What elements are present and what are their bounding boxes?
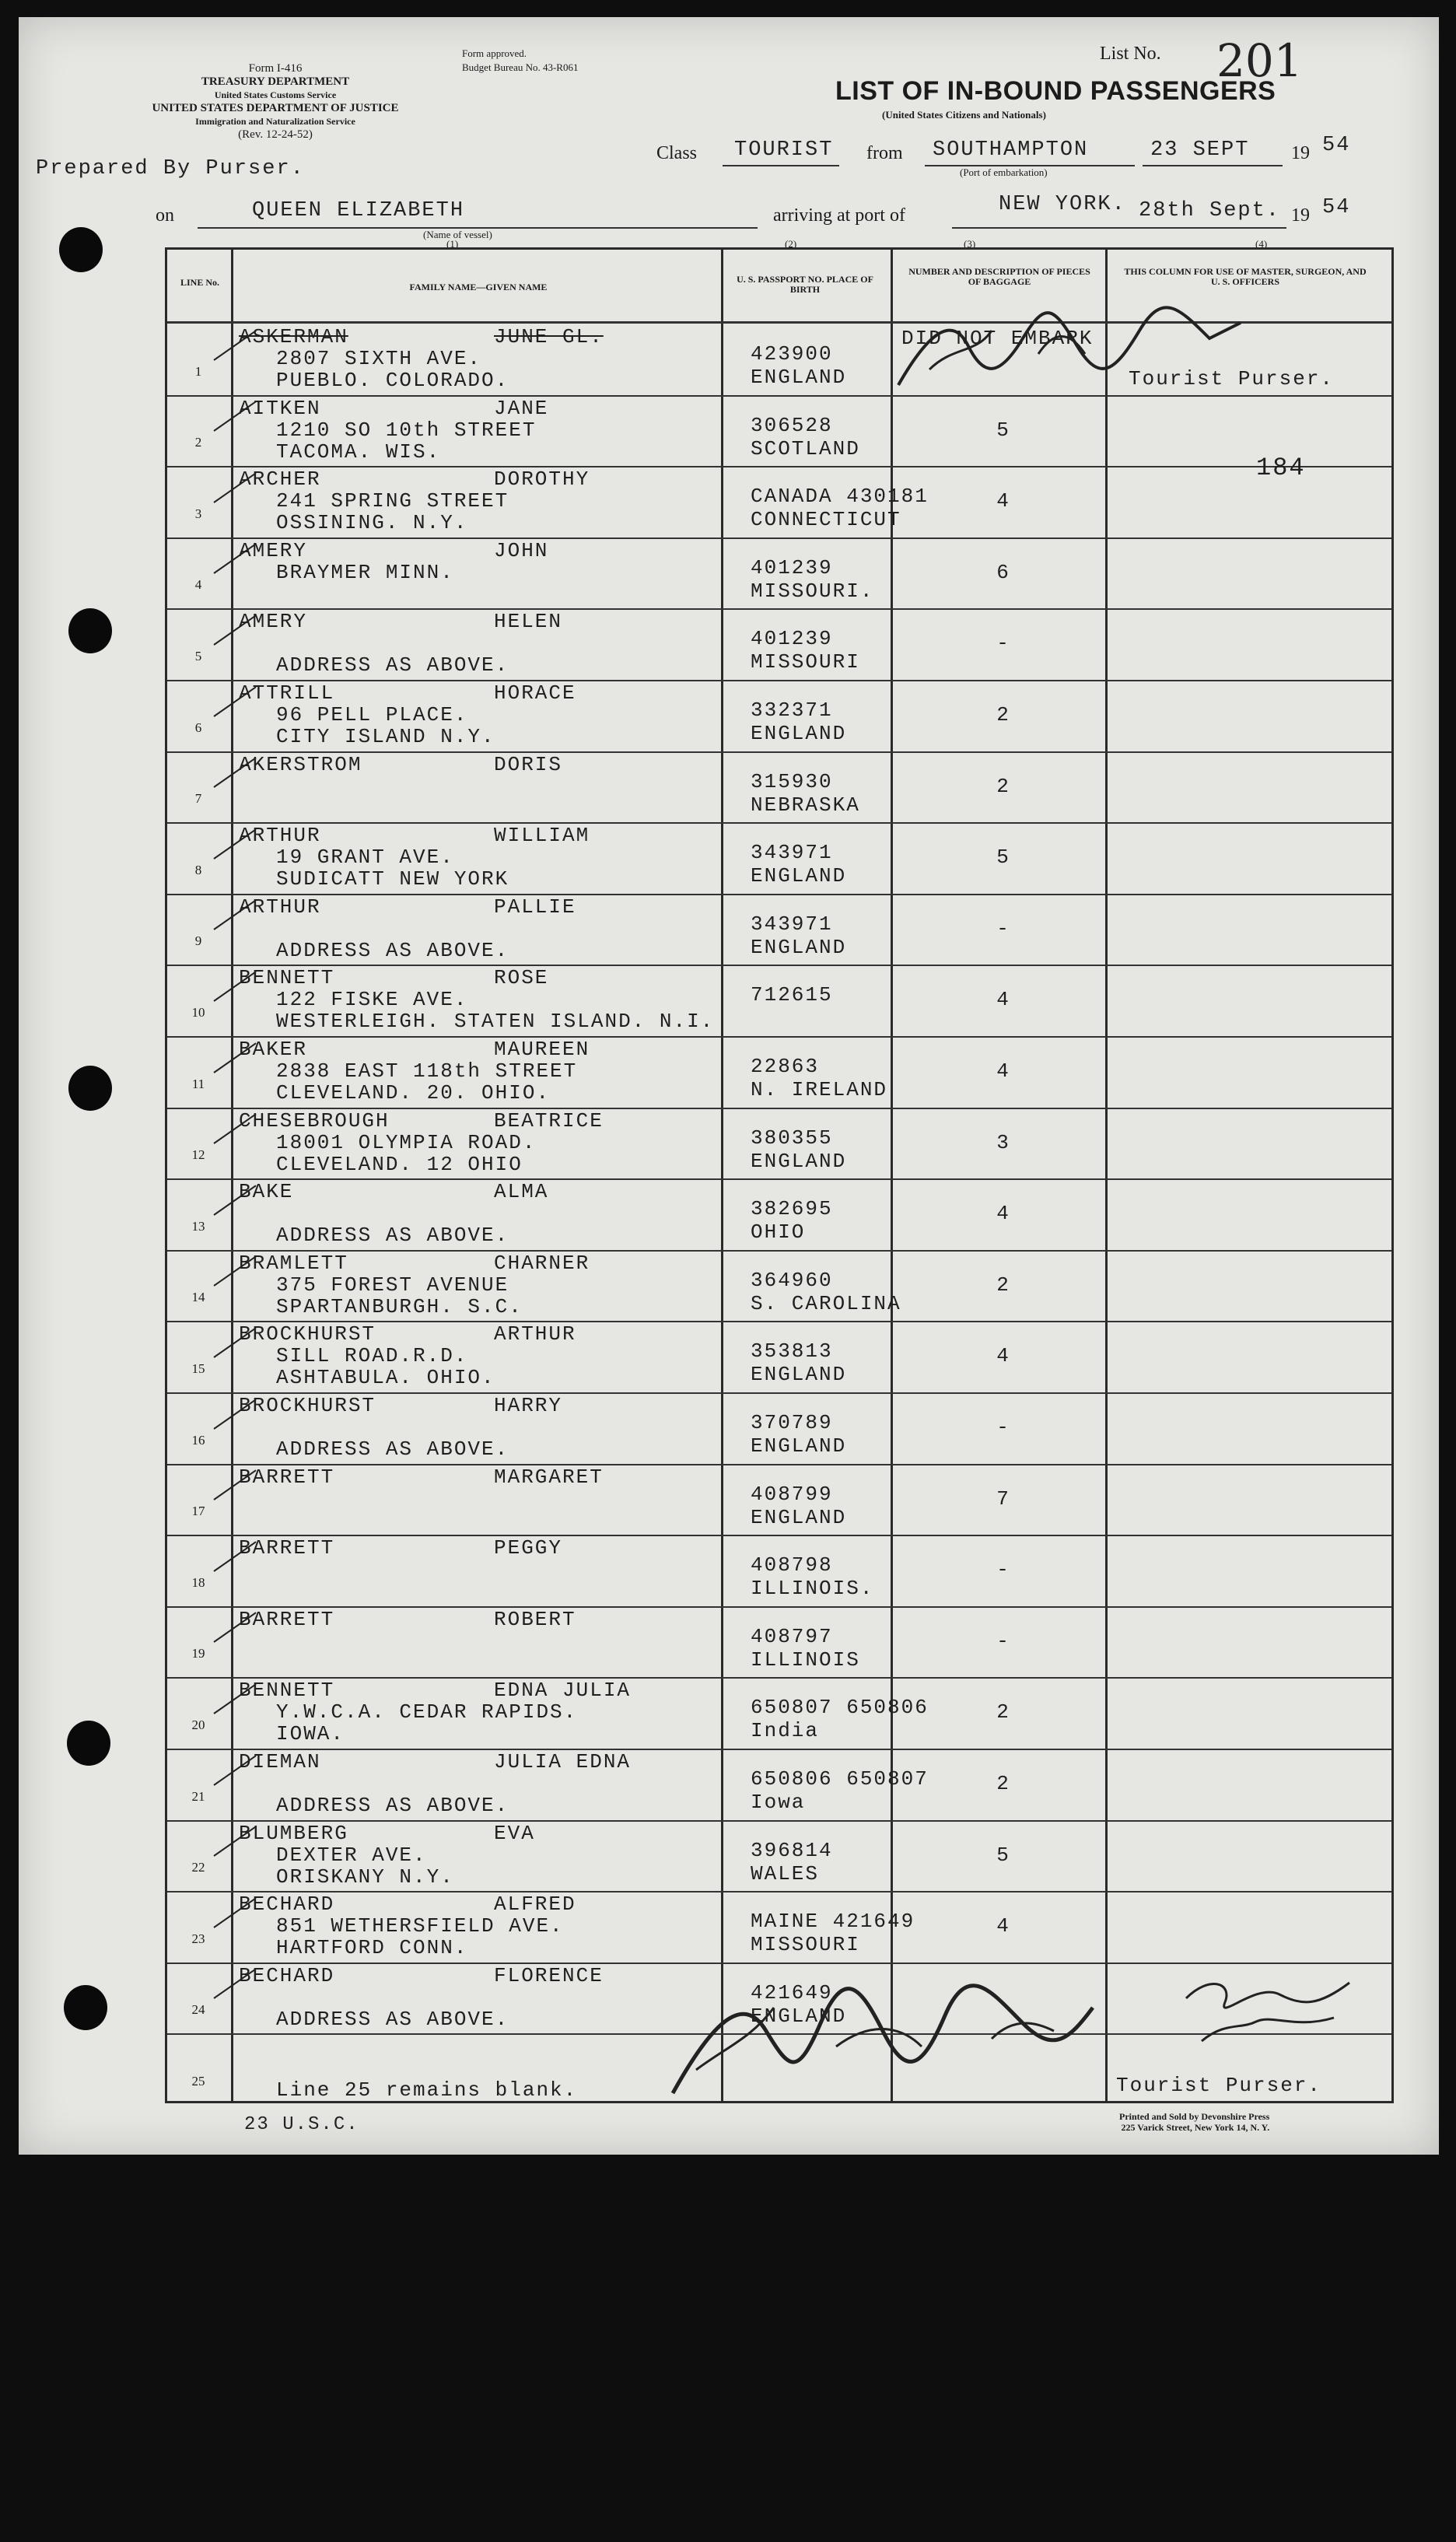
address-line-1: 851 WETHERSFIELD AVE. — [276, 1914, 564, 1938]
address-line-2: CLEVELAND. 12 OHIO — [276, 1152, 523, 1176]
passport-number: 22863 — [751, 1055, 820, 1078]
year-to-prefix: 19 — [1291, 205, 1310, 226]
family-name: ATTRILL — [239, 681, 335, 705]
ins-line: Immigration and Naturalization Service — [195, 116, 355, 127]
usc-footer: 23 U.S.C. — [244, 2114, 359, 2135]
line-number: 7 — [194, 791, 202, 807]
line-number: 16 — [191, 1432, 205, 1448]
line-number: 24 — [191, 2002, 205, 2018]
table-row — [167, 680, 1391, 751]
family-name: ARCHER — [239, 467, 321, 492]
purser-signature-bottom — [665, 1977, 1101, 2101]
place-of-birth: MISSOURI — [751, 1933, 860, 1957]
manifest-subtitle: (United States Citizens and Nationals) — [882, 109, 1046, 121]
family-name: BAKE — [239, 1180, 294, 1204]
col-officers: THIS COLUMN FOR USE OF MASTER, SURGEON, AND U. S. OFFICERS — [1124, 266, 1367, 287]
table-row — [167, 1606, 1391, 1678]
family-name: BROCKHURST — [239, 1322, 376, 1346]
passport-number: 421649 — [751, 1980, 833, 2005]
arrival-date: 28th Sept. — [1139, 199, 1281, 222]
baggage-count: 2 — [996, 1273, 1010, 1297]
vessel-name: QUEEN ELIZABETH — [252, 199, 465, 222]
table-row — [167, 894, 1391, 965]
address-line-2: ADDRESS AS ABOVE. — [276, 1794, 509, 1817]
table-row — [167, 608, 1391, 680]
col-name: FAMILY NAME—GIVEN NAME — [409, 282, 548, 292]
given-name: FLORENCE — [494, 1963, 604, 1987]
given-name: HORACE — [494, 681, 576, 705]
on-label: on — [156, 205, 174, 226]
passport-number: MAINE 421649 — [751, 1910, 915, 1934]
baggage-count: 3 — [996, 1130, 1010, 1154]
place-of-birth: ENGLAND — [751, 366, 847, 389]
place-of-birth: ENGLAND — [751, 1363, 847, 1387]
given-name: PEGGY — [494, 1536, 563, 1560]
baggage-count: 5 — [996, 846, 1010, 870]
purser-signature-top — [883, 299, 1248, 393]
address-line-2: ASHTABULA. OHIO. — [276, 1366, 495, 1390]
passport-number: 315930 — [751, 769, 833, 793]
year-from-prefix: 19 — [1291, 143, 1310, 163]
passport-number: 343971 — [751, 841, 833, 865]
place-of-birth: India — [751, 1719, 820, 1743]
given-name: JOHN — [494, 538, 549, 562]
given-name: BEATRICE — [494, 1108, 604, 1133]
baggage-count: 4 — [996, 1344, 1010, 1368]
place-of-birth: ENGLAND — [751, 1149, 847, 1173]
family-name: DIEMAN — [239, 1750, 321, 1773]
class-label: Class — [656, 143, 698, 163]
table-row — [167, 1321, 1391, 1392]
table-row — [167, 822, 1391, 894]
table-row — [167, 1749, 1391, 1820]
binder-hole — [67, 1721, 110, 1766]
line-number: 12 — [191, 1147, 205, 1163]
line-number: 10 — [191, 1004, 205, 1020]
baggage-count: 2 — [996, 1700, 1010, 1724]
address-line-1: BRAYMER MINN. — [276, 560, 454, 584]
family-name: AMERY — [239, 538, 308, 562]
table-row — [167, 537, 1391, 609]
passport-number: 332371 — [751, 699, 833, 722]
address-line-1: 19 GRANT AVE. — [276, 846, 454, 870]
address-line-2: ADDRESS AS ABOVE. — [276, 1224, 509, 1248]
given-name: DOROTHY — [494, 467, 590, 492]
place-of-birth: ENGLAND — [751, 935, 847, 959]
address-line-1: SILL ROAD.R.D. — [276, 1344, 468, 1368]
table-row — [167, 965, 1391, 1036]
family-name: BARRETT — [239, 1465, 335, 1489]
officer-initials — [1178, 1967, 1357, 2053]
manifest-title: LIST OF IN-BOUND PASSENGERS — [835, 76, 1276, 106]
place-of-birth: CONNECTICUT — [751, 508, 901, 532]
address-line-2: CLEVELAND. 20. OHIO. — [276, 1081, 551, 1105]
place-of-birth: MISSOURI. — [751, 579, 874, 603]
binder-hole — [68, 1066, 112, 1111]
line-number: 3 — [194, 506, 202, 521]
family-name: CHESEBROUGH — [239, 1108, 390, 1133]
treasury-dept: TREASURY DEPARTMENT — [201, 75, 350, 88]
line-number: 9 — [194, 933, 202, 949]
passport-number: 408797 — [751, 1624, 833, 1648]
given-name: PALLIE — [494, 895, 576, 919]
family-name: BARRETT — [239, 1536, 335, 1560]
given-name: MAUREEN — [494, 1038, 590, 1061]
line-number: 22 — [191, 1860, 205, 1875]
family-name: BAKER — [239, 1038, 308, 1061]
passport-number: CANADA 430181 — [751, 485, 929, 509]
family-name: BENNETT — [239, 1679, 335, 1703]
given-name: ALFRED — [494, 1892, 576, 1917]
form-approval — [462, 47, 578, 75]
place-of-birth: ILLINOIS — [751, 1647, 860, 1672]
address-line-1: 122 FISKE AVE. — [276, 988, 468, 1012]
passport-number: 401239 — [751, 555, 833, 579]
given-name: HELEN — [494, 610, 563, 634]
place-of-birth: S. CAROLINA — [751, 1291, 901, 1315]
given-name: ARTHUR — [494, 1322, 576, 1346]
given-name: JULIA EDNA — [494, 1750, 632, 1773]
class-value: TOURIST — [734, 138, 834, 162]
place-of-birth: N. IRELAND — [751, 1078, 888, 1101]
given-name: HARRY — [494, 1394, 563, 1417]
table-row — [167, 1820, 1391, 1892]
form-number: Form I-416 — [248, 62, 303, 75]
table-row — [167, 1178, 1391, 1250]
address-line-2: ORISKANY N.Y. — [276, 1864, 454, 1889]
from-port: SOUTHAMPTON — [933, 138, 1089, 162]
justice-dept: UNITED STATES DEPARTMENT OF JUSTICE — [152, 102, 399, 114]
address-line-1: Y.W.C.A. CEDAR RAPIDS. — [276, 1700, 578, 1724]
vessel-note: (Name of vessel) — [423, 229, 492, 240]
passport-number: 382695 — [751, 1197, 833, 1221]
printer-line-2: 225 Varick Street, New York 14, N. Y. — [1121, 2122, 1270, 2133]
family-name: AMERY — [239, 610, 308, 634]
passport-number: 353813 — [751, 1339, 833, 1364]
line-number: 15 — [191, 1360, 205, 1376]
binder-hole — [64, 1985, 107, 2030]
given-name: ROSE — [494, 966, 549, 990]
place-of-birth: OHIO — [751, 1220, 806, 1245]
revision: (Rev. 12-24-52) — [238, 128, 313, 141]
address-line-1: 2807 SIXTH AVE. — [276, 347, 482, 370]
address-line-2: OSSINING. N.Y. — [276, 511, 468, 535]
address-line-1: 241 SPRING STREET — [276, 489, 509, 513]
form-identification — [135, 62, 415, 142]
budget-bureau: Budget Bureau No. 43-R061 — [462, 61, 579, 73]
family-name: AKERSTROM — [239, 752, 362, 776]
line-number: 2 — [194, 435, 202, 450]
line-number: 14 — [191, 1290, 205, 1305]
baggage-count: 4 — [996, 489, 1010, 513]
baggage-count: 2 — [996, 774, 1010, 798]
line-number: 23 — [191, 1931, 205, 1946]
col-line-no: LINE No. — [180, 277, 219, 288]
place-of-birth: SCOTLAND — [751, 436, 860, 460]
officer-note: Tourist Purser. — [1116, 2074, 1322, 2098]
place-of-birth: NEBRASKA — [751, 793, 860, 817]
table-row — [167, 1036, 1391, 1108]
manifest-page — [19, 17, 1439, 2155]
place-of-birth: ENGLAND — [751, 1434, 847, 1458]
baggage-count: - — [996, 1416, 1010, 1439]
baggage-count: 4 — [996, 1059, 1010, 1083]
passport-number: 396814 — [751, 1838, 833, 1862]
address-line-1: 375 FOREST AVENUE — [276, 1273, 509, 1297]
place-of-birth: ILLINOIS. — [751, 1577, 874, 1601]
family-name: BRAMLETT — [239, 1251, 348, 1275]
year-to: 54 — [1322, 196, 1351, 219]
line-number: 5 — [194, 648, 202, 664]
place-of-birth: WALES — [751, 1861, 820, 1885]
passport-number: 423900 — [751, 342, 833, 366]
given-name: WILLIAM — [494, 824, 590, 848]
address-line-2: CITY ISLAND N.Y. — [276, 725, 495, 748]
baggage-count: - — [996, 632, 1010, 656]
given-name: JUNE GL. — [494, 325, 604, 348]
table-row — [167, 1392, 1391, 1464]
given-name: MARGARET — [494, 1465, 604, 1489]
from-date: 23 SEPT — [1150, 138, 1250, 162]
given-name: EDNA JULIA — [494, 1679, 632, 1703]
family-name: ARTHUR — [239, 824, 321, 848]
list-no-label: List No. — [1100, 44, 1161, 64]
line-number: 20 — [191, 1717, 205, 1732]
family-name: ARTHUR — [239, 895, 321, 919]
passport-number: 712615 — [751, 983, 833, 1007]
address-line-2: HARTFORD CONN. — [276, 1936, 468, 1960]
family-name: BARRETT — [239, 1607, 335, 1631]
passport-number: 401239 — [751, 627, 833, 651]
place-of-birth: ENGLAND — [751, 864, 847, 888]
family-name: BECHARD — [239, 1892, 335, 1917]
form-approved: Form approved. — [462, 47, 527, 59]
passenger-table — [165, 247, 1394, 2103]
line-number: 21 — [191, 1788, 205, 1804]
from-label: from — [866, 143, 903, 163]
prepared-by: Prepared By Purser. — [36, 157, 305, 180]
given-name: JANE — [494, 396, 549, 420]
place-of-birth: ENGLAND — [751, 1505, 847, 1529]
column-2-marker: (2) — [785, 238, 797, 250]
address-line-2: ADDRESS AS ABOVE. — [276, 2007, 509, 2031]
address-line-2: WESTERLEIGH. STATEN ISLAND. N.I. — [276, 1010, 715, 1034]
baggage-count: 2 — [996, 1772, 1010, 1795]
given-name: EVA — [494, 1821, 535, 1845]
line-number: 18 — [191, 1574, 205, 1590]
address-line-1: 1210 SO 10th STREET — [276, 418, 537, 442]
binder-hole — [68, 608, 112, 653]
baggage-count: 4 — [996, 988, 1010, 1012]
passport-number: 408799 — [751, 1482, 833, 1506]
family-name: BROCKHURST — [239, 1394, 376, 1417]
table-row — [167, 453, 1391, 537]
line-number: 8 — [194, 862, 202, 877]
table-row — [167, 1891, 1391, 1963]
table-row — [167, 395, 1391, 467]
family-name: BECHARD — [239, 1963, 335, 1987]
place-of-birth: Iowa — [751, 1791, 806, 1814]
col-passport: U. S. PASSPORT NO. PLACE OF BIRTH — [737, 274, 873, 295]
family-name: AITKEN — [239, 396, 321, 420]
passport-number: 306528 — [751, 413, 833, 437]
passport-number: 364960 — [751, 1268, 833, 1292]
baggage-count: 6 — [996, 560, 1010, 584]
baggage-count: 2 — [996, 703, 1010, 727]
baggage-count: 5 — [996, 418, 1010, 442]
table-row — [167, 1535, 1391, 1606]
year-from: 54 — [1322, 134, 1351, 157]
line-number: 4 — [194, 577, 202, 593]
passport-number: 650807 650806 — [751, 1696, 929, 1720]
table-row — [167, 751, 1391, 823]
family-name: BLUMBERG — [239, 1821, 348, 1845]
arrival-port: NEW YORK. — [999, 193, 1126, 216]
family-name: ASKERMAN — [239, 325, 348, 348]
address-line-2: ADDRESS AS ABOVE. — [276, 938, 509, 962]
address-line-1: 18001 OLYMPIA ROAD. — [276, 1130, 537, 1154]
address-line-2: PUEBLO. COLORADO. — [276, 369, 509, 392]
address-line-2: SPARTANBURGH. S.C. — [276, 1294, 523, 1318]
column-3-marker: (3) — [964, 238, 976, 250]
binder-hole — [59, 227, 103, 272]
list-no-value: 201 — [1216, 34, 1303, 87]
given-name: CHARNER — [494, 1251, 590, 1275]
address-line-1: 96 PELL PLACE. — [276, 703, 468, 727]
arriving-label: arriving at port of — [773, 205, 905, 226]
family-name: BENNETT — [239, 966, 335, 990]
baggage-count: 4 — [996, 1914, 1010, 1938]
col-baggage: NUMBER AND DESCRIPTION OF PIECES OF BAGGAGE — [908, 266, 1090, 287]
line-number: 11 — [191, 1076, 205, 1091]
address-line-2: ADDRESS AS ABOVE. — [276, 653, 509, 678]
address-line-2: SUDICATT NEW YORK — [276, 867, 509, 891]
line-number: 6 — [194, 720, 202, 735]
line-number: 25 — [191, 2073, 205, 2089]
passport-number: 408798 — [751, 1553, 833, 1577]
given-name: DORIS — [494, 752, 563, 776]
line-number: 17 — [191, 1504, 205, 1519]
place-of-birth: MISSOURI — [751, 650, 860, 674]
baggage-count: - — [996, 1629, 1010, 1653]
printer-line-1: Printed and Sold by Devonshire Press — [1119, 2111, 1270, 2122]
passport-number: 650806 650807 — [751, 1767, 929, 1791]
baggage-count: 4 — [996, 1202, 1010, 1226]
baggage-count: 7 — [996, 1486, 1010, 1511]
address-line-2: TACOMA. WIS. — [276, 439, 441, 464]
passport-number: 370789 — [751, 1411, 833, 1434]
given-name: ALMA — [494, 1180, 549, 1204]
address-line-2: IOWA. — [276, 1722, 345, 1746]
table-row — [167, 1677, 1391, 1749]
line-number: 1 — [194, 363, 202, 379]
port-note: (Port of embarkation) — [960, 166, 1048, 178]
address-line-2: ADDRESS AS ABOVE. — [276, 1437, 509, 1461]
baggage-count: - — [996, 916, 1010, 940]
baggage-count: DID NOT EMBARK — [901, 327, 1094, 350]
officer-note: Tourist Purser. — [1129, 367, 1335, 390]
line-number: 13 — [191, 1218, 205, 1234]
place-of-birth: ENGLAND — [751, 2004, 847, 2028]
address-line-1: DEXTER AVE. — [276, 1843, 427, 1867]
place-of-birth: ENGLAND — [751, 722, 847, 745]
customs-service: United States Customs Service — [214, 89, 337, 100]
printer-credit — [1119, 2111, 1269, 2133]
table-row — [167, 1464, 1391, 1535]
column-4-marker: (4) — [1255, 238, 1268, 250]
table-row — [167, 1250, 1391, 1322]
baggage-count: 5 — [996, 1843, 1010, 1867]
given-name: ROBERT — [494, 1607, 576, 1631]
table-row — [167, 1108, 1391, 1179]
passport-number: 343971 — [751, 912, 833, 936]
column-1-marker: (1) — [446, 238, 459, 250]
passport-number: 380355 — [751, 1126, 833, 1150]
line-number: 19 — [191, 1646, 205, 1661]
officer-note: 184 — [1256, 453, 1306, 483]
address-line-2: Line 25 remains blank. — [276, 2078, 578, 2103]
address-line-1: 2838 EAST 118th STREET — [276, 1059, 578, 1083]
baggage-count: - — [996, 1558, 1010, 1582]
